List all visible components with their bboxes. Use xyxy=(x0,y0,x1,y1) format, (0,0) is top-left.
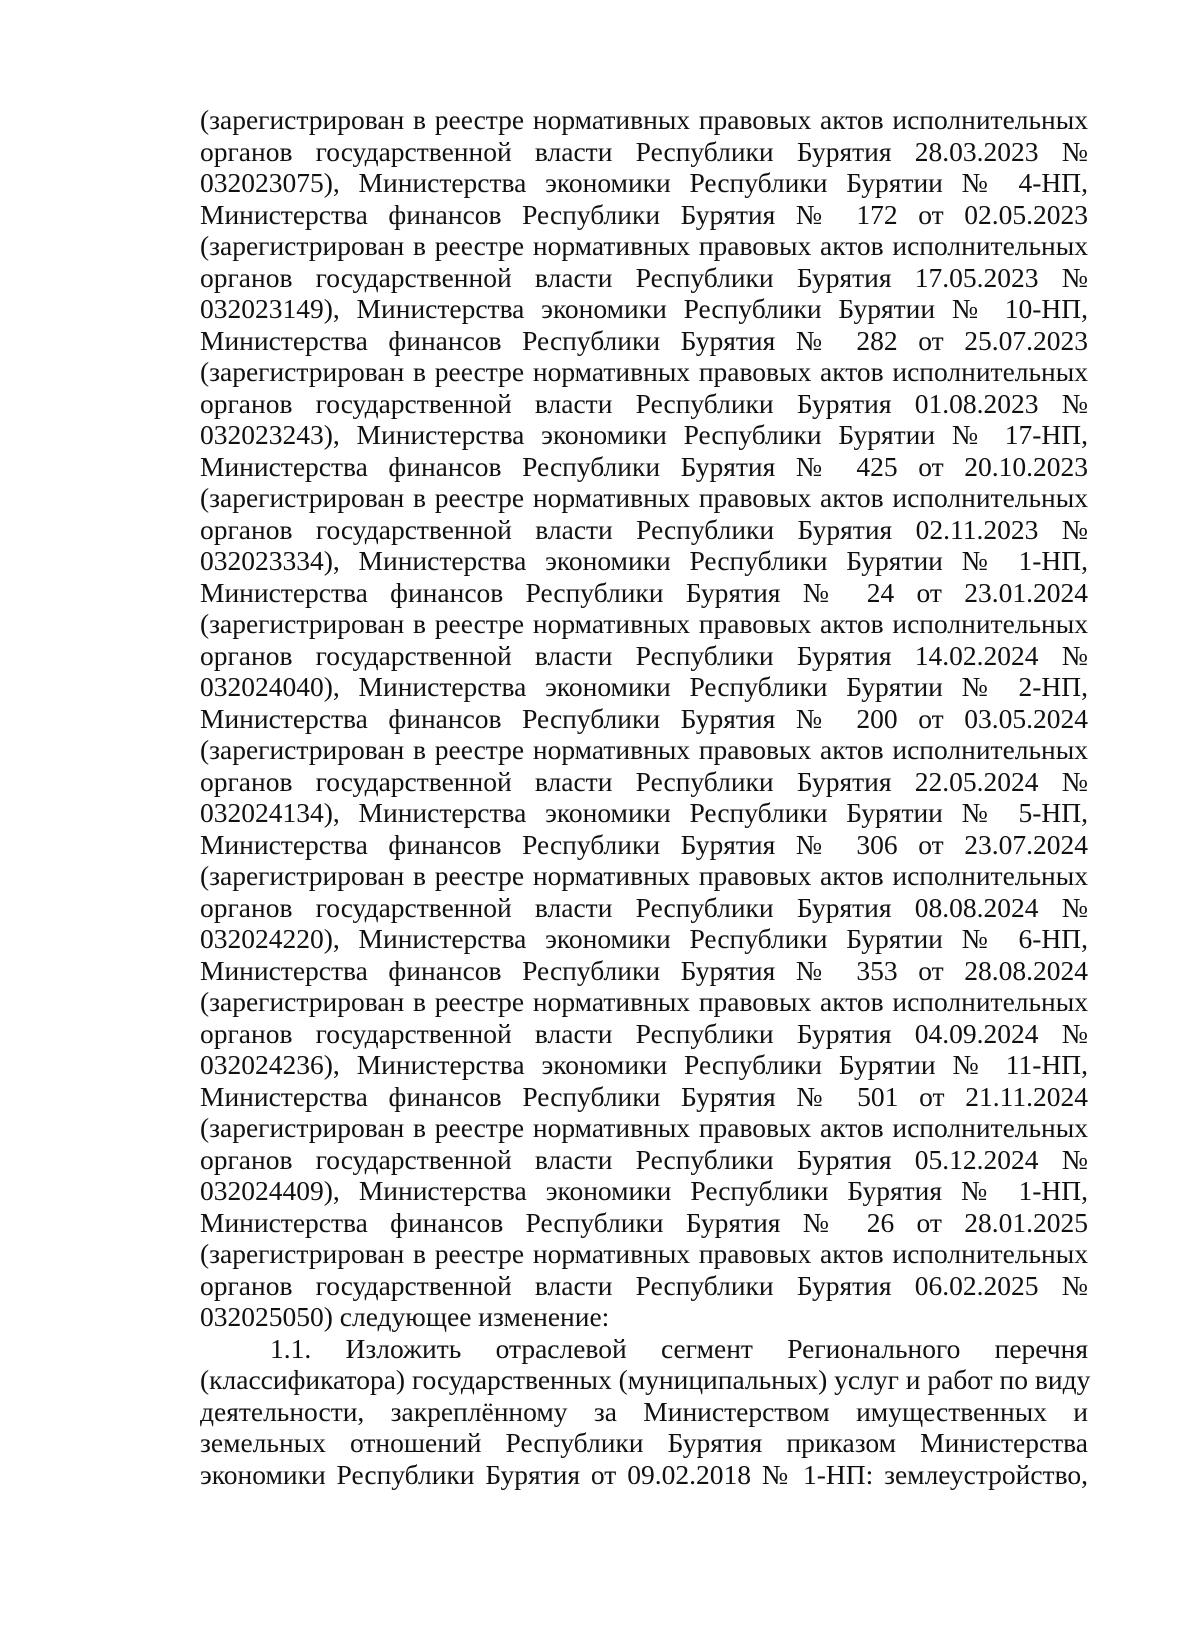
text-line: 032024236), Министерства экономики Республики Бурятии № 11-НП, xyxy=(200,1049,1088,1080)
text-line: Министерства финансов Республики Бурятия № 501 от 21.11.2024 xyxy=(200,1080,1088,1112)
text-line: Министерства финансов Республики Бурятия № 306 от 23.07.2024 xyxy=(200,828,1088,860)
text-line: органов государственной власти Республики Бурятия 04.09.2024 № xyxy=(200,1017,1088,1049)
text-line: (зарегистрирован в реестре нормативных правовых актов исполнительных xyxy=(200,356,1088,387)
text-line: (зарегистрирован в реестре нормативных правовых актов исполнительных xyxy=(200,482,1088,513)
text-line: 032024220), Министерства экономики Республики Бурятии № 6-НП, xyxy=(200,923,1088,954)
text-line: органов государственной власти Республики Бурятия 06.02.2025 № xyxy=(200,1269,1088,1301)
text-line: экономики Республики Бурятия от 09.02.2018 № 1-НП: землеустройство, xyxy=(200,1458,1088,1490)
text-line: органов государственной власти Республики Бурятия 28.03.2023 № xyxy=(200,135,1088,167)
text-line: (зарегистрирован в реестре нормативных правовых актов исполнительных xyxy=(200,1112,1088,1143)
text-line: 032024134), Министерства экономики Республики Бурятии № 5-НП, xyxy=(200,797,1088,828)
text-line: (зарегистрирован в реестре нормативных правовых актов исполнительных xyxy=(200,230,1088,261)
text-line: Министерства финансов Республики Бурятия № 172 от 02.05.2023 xyxy=(200,198,1088,230)
text-line: (зарегистрирован в реестре нормативных правовых актов исполнительных xyxy=(200,608,1088,639)
text-line: 032023243), Министерства экономики Республики Бурятии № 17-НП, xyxy=(200,419,1088,450)
text-line: органов государственной власти Республики Бурятия 17.05.2023 № xyxy=(200,261,1088,293)
text-line: (зарегистрирован в реестре нормативных правовых актов исполнительных xyxy=(200,1238,1088,1269)
text-line: (зарегистрирован в реестре нормативных правовых актов исполнительных xyxy=(200,860,1088,891)
text-line: Министерства финансов Республики Бурятия № 24 от 23.01.2024 xyxy=(200,576,1088,608)
text-line: 032023075), Министерства экономики Республики Бурятии № 4-НП, xyxy=(200,167,1088,198)
text-line: (зарегистрирован в реестре нормативных правовых актов исполнительных xyxy=(200,986,1088,1017)
text-line: 032024040), Министерства экономики Республики Бурятии № 2-НП, xyxy=(200,671,1088,702)
text-line: 032024409), Министерства экономики Республики Бурятия № 1-НП, xyxy=(200,1175,1088,1206)
text-line: 1.1. Изложить отраслевой сегмент Регионального перечня xyxy=(270,1332,1088,1364)
text-line: Министерства финансов Республики Бурятия № 425 от 20.10.2023 xyxy=(200,450,1088,482)
text-line: Министерства финансов Республики Бурятия № 282 от 25.07.2023 xyxy=(200,324,1088,356)
text-line: органов государственной власти Республики Бурятия 05.12.2024 № xyxy=(200,1143,1088,1175)
text-line: органов государственной власти Республики Бурятия 22.05.2024 № xyxy=(200,765,1088,797)
text-line: 032025050) следующее изменение: xyxy=(200,1301,610,1332)
text-line: (классификатора) государственных (муниципальных) услуг и работ по виду xyxy=(200,1364,1091,1395)
text-line: органов государственной власти Республики Бурятия 14.02.2024 № xyxy=(200,639,1088,671)
paragraph-item-1-1 xyxy=(200,1332,1091,1491)
text-line: Министерства финансов Республики Бурятия № 353 от 28.08.2024 xyxy=(200,954,1088,986)
text-line: органов государственной власти Республики Бурятия 08.08.2024 № xyxy=(200,891,1088,923)
text-line: Министерства финансов Республики Бурятия № 200 от 03.05.2024 xyxy=(200,702,1088,734)
text-line: деятельности, закреплённому за Министерством имущественных и xyxy=(200,1395,1088,1427)
text-line: 032023149), Министерства экономики Республики Бурятии № 10-НП, xyxy=(200,293,1088,324)
text-line: Министерства финансов Республики Бурятия № 26 от 28.01.2025 xyxy=(200,1206,1088,1238)
document-page xyxy=(200,104,1091,1490)
text-line: органов государственной власти Республики Бурятия 02.11.2023 № xyxy=(200,513,1088,545)
text-line: (зарегистрирован в реестре нормативных правовых актов исполнительных xyxy=(200,734,1088,765)
paragraph-registration-list xyxy=(200,104,1088,1333)
text-line: 032023334), Министерства экономики Республики Бурятии № 1-НП, xyxy=(200,545,1088,576)
text-line: земельных отношений Республики Бурятия приказом Министерства xyxy=(200,1427,1088,1458)
text-line: органов государственной власти Республики Бурятия 01.08.2023 № xyxy=(200,387,1088,419)
text-line: (зарегистрирован в реестре нормативных правовых актов исполнительных xyxy=(200,104,1088,135)
